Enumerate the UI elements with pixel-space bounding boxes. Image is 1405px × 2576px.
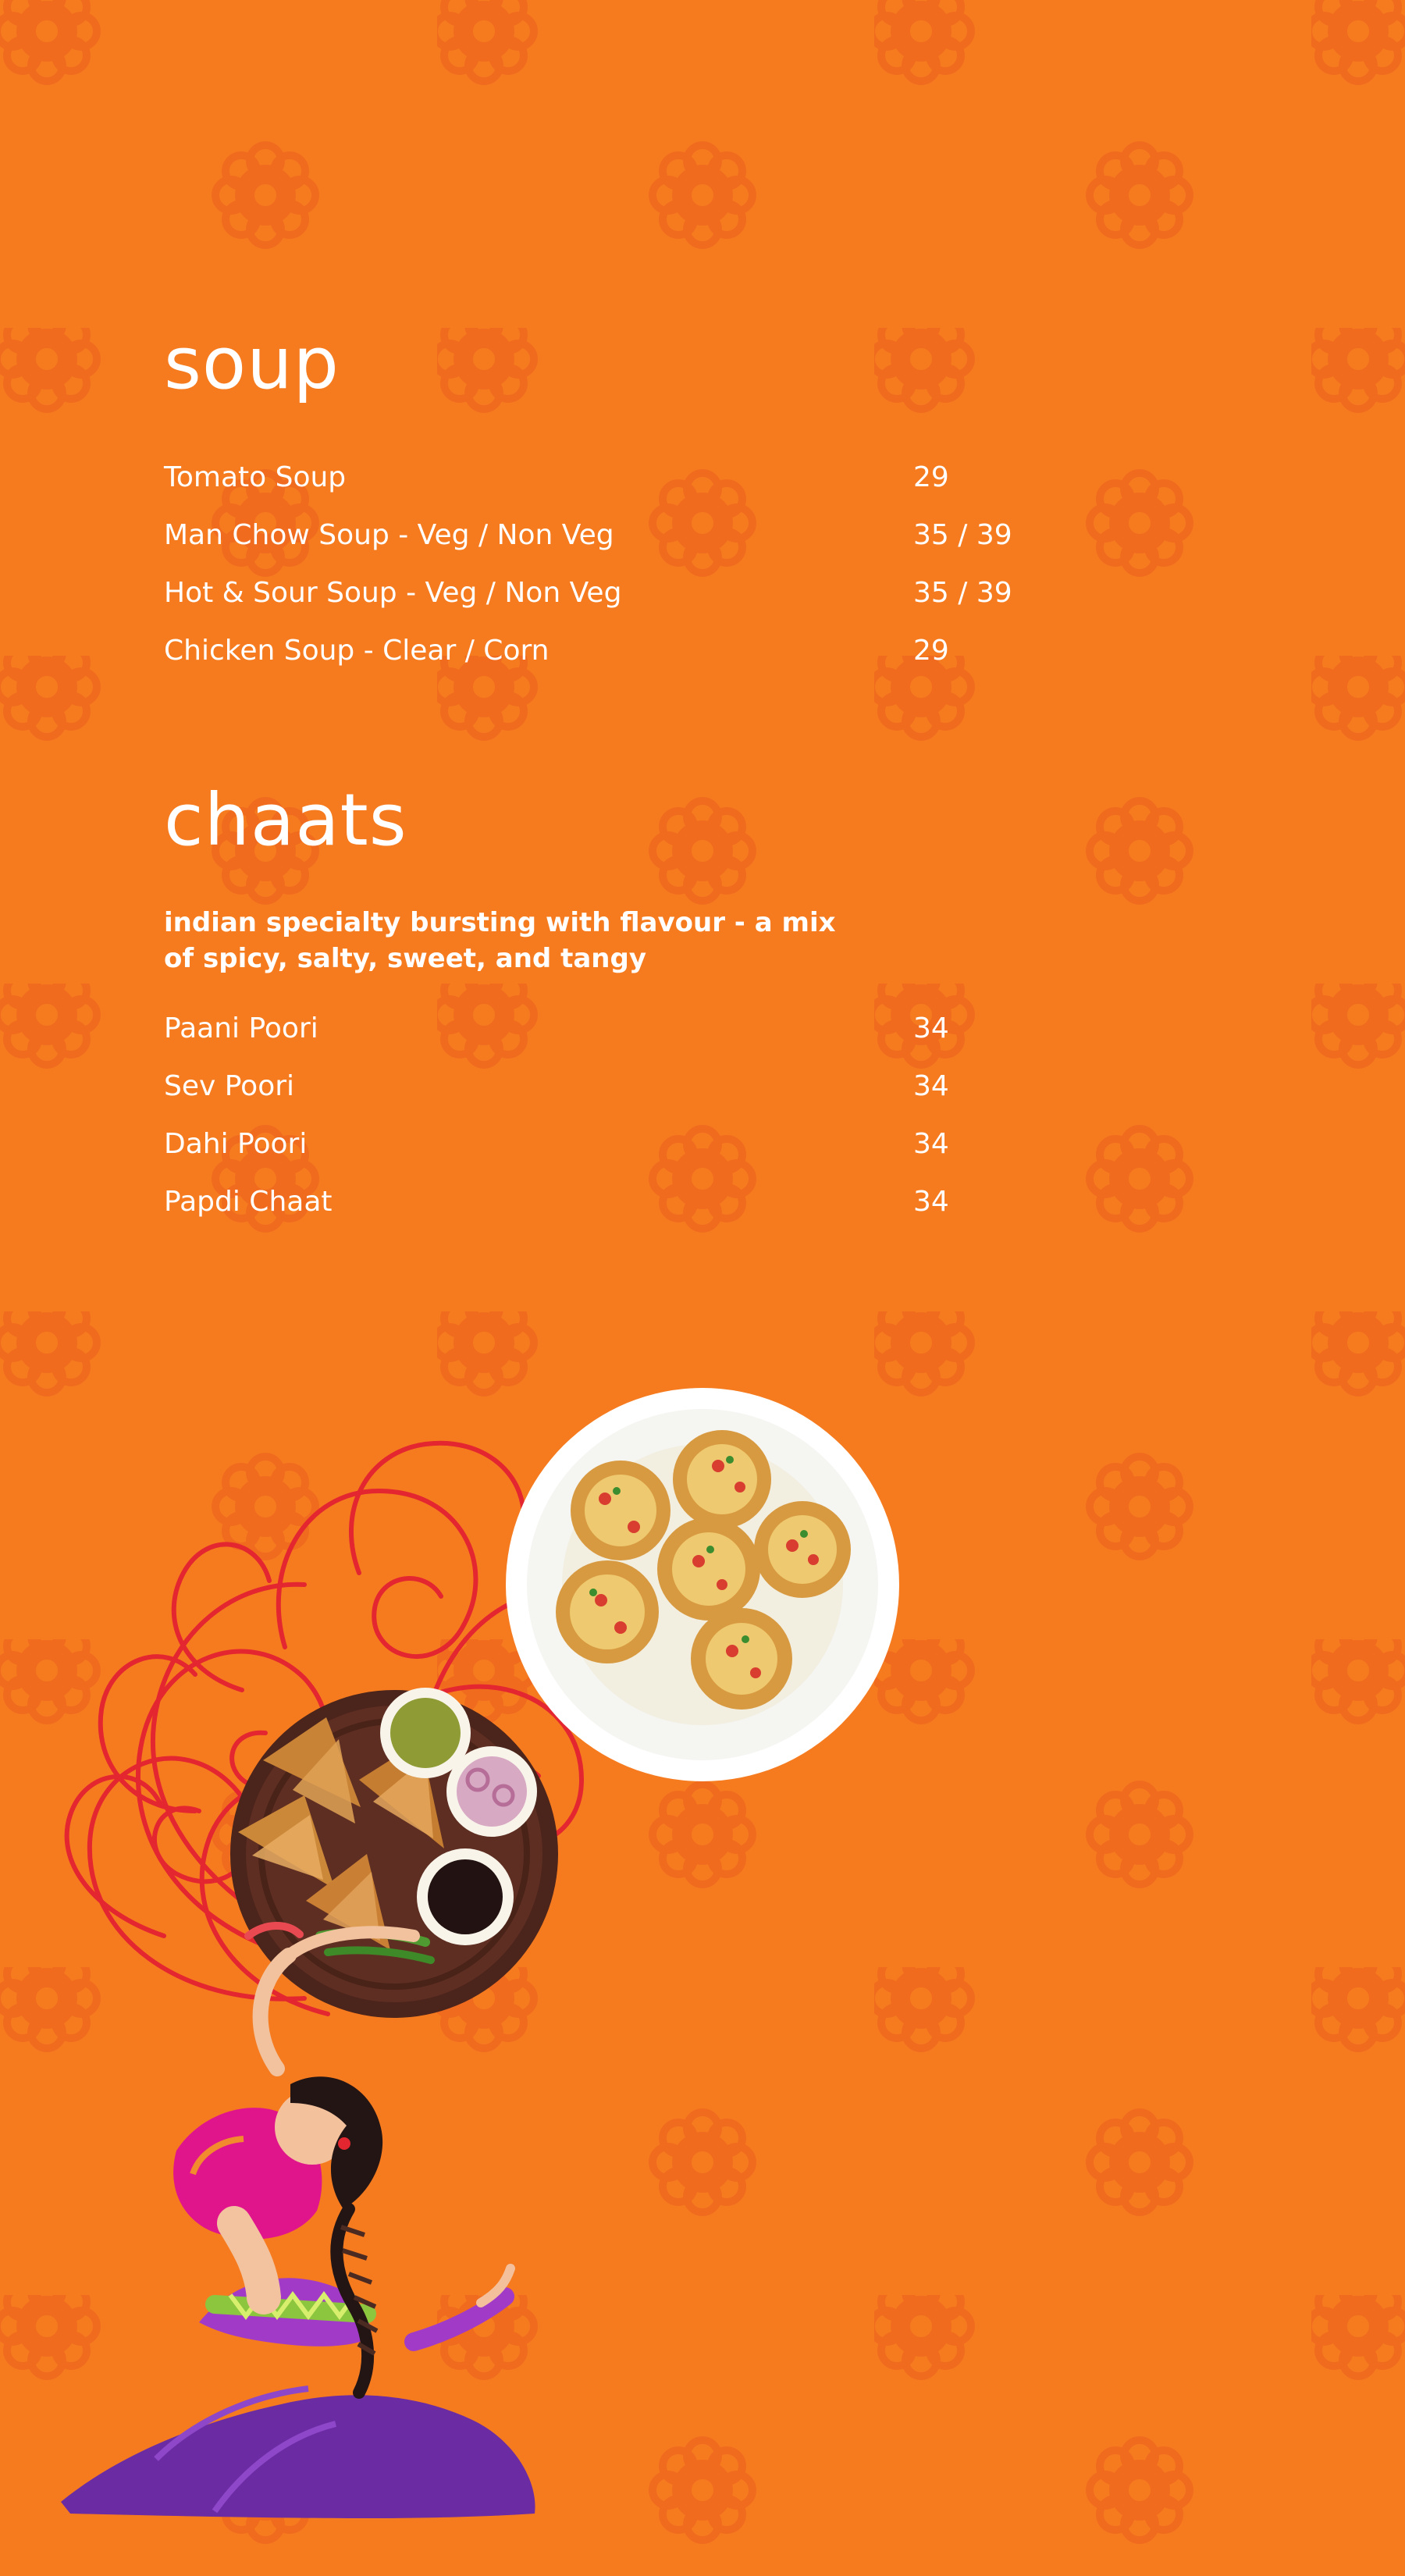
menu-item-price: 29 <box>913 635 949 667</box>
menu-item-name: Hot & Sour Soup - Veg / Non Veg <box>164 577 622 609</box>
soup-menu-item-tomato <box>164 457 1023 498</box>
menu-item-name: Sev Poori <box>164 1070 295 1102</box>
menu-item-name: Paani Poori <box>164 1012 318 1044</box>
menu-item-price: 34 <box>913 1012 949 1044</box>
soup-menu-item-man-chow <box>164 515 1023 556</box>
chaats-menu-item-papdi-chaat <box>164 1182 1023 1222</box>
chaats-menu-item-paani-poori <box>164 1009 1023 1049</box>
food-and-dancer-illustration <box>0 1374 921 2576</box>
chaats-section-title: chaats <box>164 778 407 862</box>
menu-item-price: 35 / 39 <box>913 577 1012 609</box>
menu-item-name: Man Chow Soup - Veg / Non Veg <box>164 519 614 551</box>
menu-item-name: Dahi Poori <box>164 1128 308 1160</box>
soup-menu-item-chicken <box>164 631 1023 671</box>
menu-item-price: 35 / 39 <box>913 519 1012 551</box>
chaats-description: indian specialty bursting with flavour - a mix of spicy, salty, sweet, and tangy <box>164 907 836 974</box>
chaat-plate-icon <box>506 1388 899 1781</box>
menu-item-price: 29 <box>913 461 949 493</box>
menu-item-name: Papdi Chaat <box>164 1186 333 1218</box>
dancer-icon <box>61 1926 535 2518</box>
chaats-menu-item-dahi-poori <box>164 1124 1023 1165</box>
soup-section-title: soup <box>164 322 340 405</box>
menu-item-price: 34 <box>913 1186 949 1218</box>
menu-item-price: 34 <box>913 1128 949 1160</box>
chaats-menu-item-sev-poori <box>164 1066 1023 1107</box>
menu-item-name: Tomato Soup <box>164 461 347 493</box>
menu-item-name: Chicken Soup - Clear / Corn <box>164 635 550 667</box>
soup-menu-item-hot-sour <box>164 573 1023 614</box>
menu-item-price: 34 <box>913 1070 949 1102</box>
